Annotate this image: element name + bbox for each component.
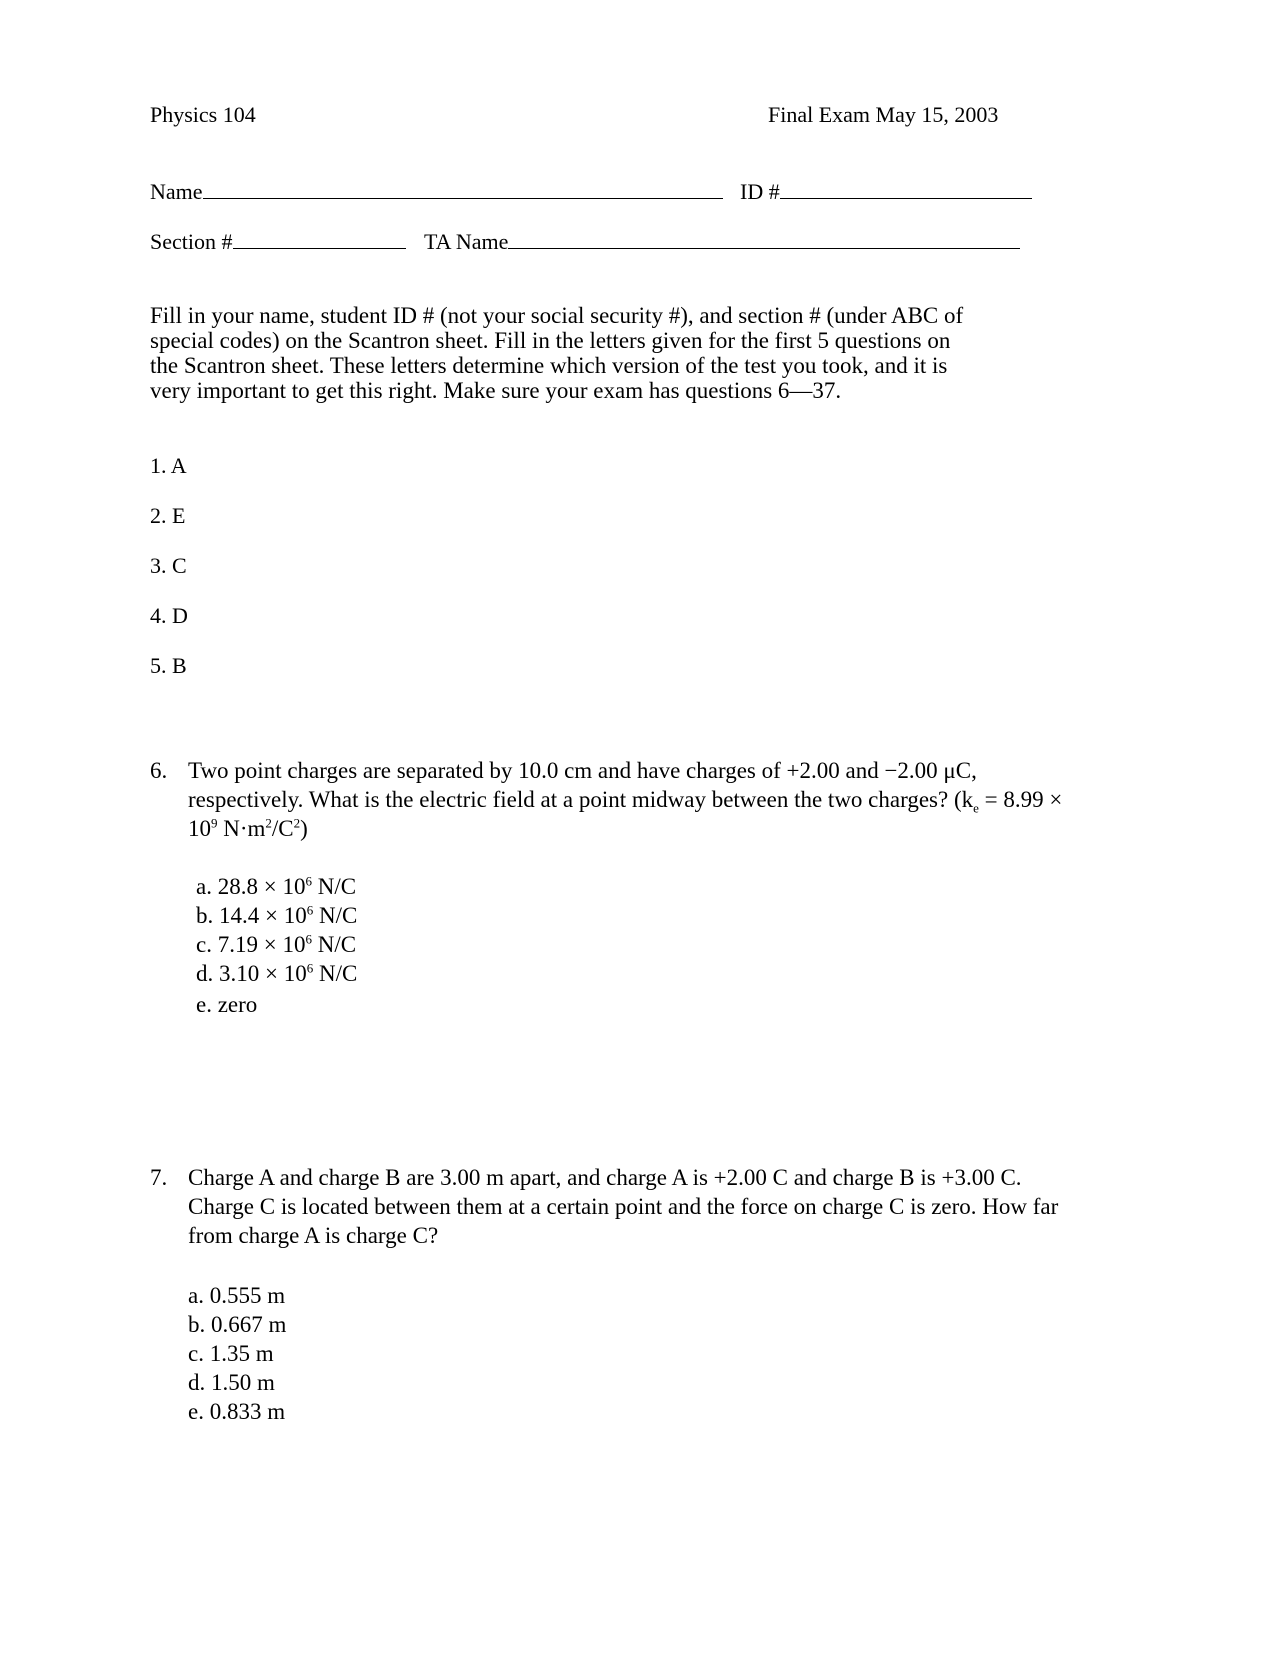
choice-value: 3.10 × 10 (219, 961, 307, 986)
instruction-line: special codes) on the Scantron sheet. Fill in the letters given for the first 5 questions on (150, 328, 951, 353)
choice-value: 1.35 m (209, 1341, 274, 1366)
choice-label: d. (188, 1370, 206, 1395)
version-answer: 4. D (150, 603, 188, 628)
question-text-line: Two point charges are separated by 10.0 cm and have charges of +2.00 and −2.00 μC, (188, 758, 977, 783)
choice-label: b. (196, 903, 214, 928)
answer-choice (188, 1281, 285, 1310)
exam-title: Final Exam May 15, 2003 (768, 102, 999, 127)
choice-label: e. (188, 1399, 204, 1424)
choice-label: a. (188, 1283, 204, 1308)
id-row (740, 176, 1032, 206)
choice-unit: N/C (311, 874, 357, 899)
id-field[interactable] (780, 176, 1032, 199)
instructions (150, 303, 1030, 403)
choice-value: 0.555 m (209, 1283, 286, 1308)
question-text: respectively. What is the electric field at a point midway between the two charges? (k (188, 787, 974, 812)
question-number: 6. (150, 758, 168, 783)
choice-unit: N/C (313, 961, 358, 986)
question-number: 7. (150, 1165, 168, 1190)
choice-value: 14.4 × 10 (219, 903, 307, 928)
choice-value: 7.19 × 10 (217, 932, 306, 957)
question-text: ) (300, 816, 308, 841)
ta-name-field[interactable] (508, 226, 1020, 249)
question-text: /C (271, 816, 294, 841)
section-label: Section # (150, 229, 233, 254)
version-answer: 1. A (150, 453, 187, 478)
answer-choice (196, 872, 356, 901)
question-text-line: Charge A and charge B are 3.00 m apart, and charge A is +2.00 C and charge B is +3.00 C. (188, 1165, 1022, 1190)
question-text-line (188, 785, 1062, 814)
answer-choice (196, 959, 357, 988)
answer-choice (196, 930, 356, 959)
question-text: 10 (188, 816, 211, 841)
choice-unit: N/C (313, 903, 358, 928)
ta-row (424, 226, 1020, 256)
choice-label: e. (196, 992, 212, 1017)
choice-value: 0.667 m (211, 1312, 287, 1337)
version-answer: 3. C (150, 553, 187, 578)
question-text-line: Charge C is located between them at a certain point and the force on charge C is zero. How far (188, 1194, 1059, 1219)
name-field[interactable] (203, 176, 723, 199)
section-field[interactable] (233, 226, 406, 249)
superscript: 2 (293, 815, 301, 831)
superscript: 6 (306, 902, 314, 918)
version-answer: 5. B (150, 653, 187, 678)
ta-label: TA Name (424, 229, 509, 254)
question-text: N·m (217, 816, 266, 841)
superscript: 6 (306, 960, 314, 976)
answer-choice (188, 1310, 286, 1339)
instruction-line: very important to get this right. Make sure your exam has questions 6—37. (150, 378, 842, 403)
superscript: 6 (305, 873, 312, 889)
answer-choice (196, 901, 357, 930)
choice-unit: N/C (311, 932, 357, 957)
instruction-line: the Scantron sheet. These letters determine which version of the test you took, and it is (150, 353, 948, 378)
choice-value: zero (217, 992, 258, 1017)
name-row (150, 176, 723, 206)
question-text: = 8.99 × (978, 787, 1063, 812)
subscript: e (973, 800, 979, 816)
choice-label: c. (188, 1341, 204, 1366)
answer-choice (188, 1339, 274, 1368)
question-text-line (188, 814, 308, 843)
superscript: 9 (211, 815, 218, 831)
course-title: Physics 104 (150, 102, 256, 127)
answer-choice (196, 990, 257, 1019)
choice-label: b. (188, 1312, 206, 1337)
choice-label: d. (196, 961, 214, 986)
answer-choice (188, 1368, 275, 1397)
choice-label: a. (196, 874, 212, 899)
superscript: 6 (305, 931, 312, 947)
version-answer: 2. E (150, 503, 186, 528)
name-label: Name (150, 179, 203, 204)
choice-label: c. (196, 932, 212, 957)
id-label: ID # (740, 179, 780, 204)
choice-value: 28.8 × 10 (217, 874, 306, 899)
choice-value: 0.833 m (209, 1399, 286, 1424)
answer-choice (188, 1397, 285, 1426)
instruction-line: Fill in your name, student ID # (not your social security #), and section # (under ABC of (150, 303, 964, 328)
section-row (150, 226, 406, 256)
choice-value: 1.50 m (211, 1370, 275, 1395)
question-text-line: from charge A is charge C? (188, 1223, 439, 1248)
superscript: 2 (265, 815, 272, 831)
